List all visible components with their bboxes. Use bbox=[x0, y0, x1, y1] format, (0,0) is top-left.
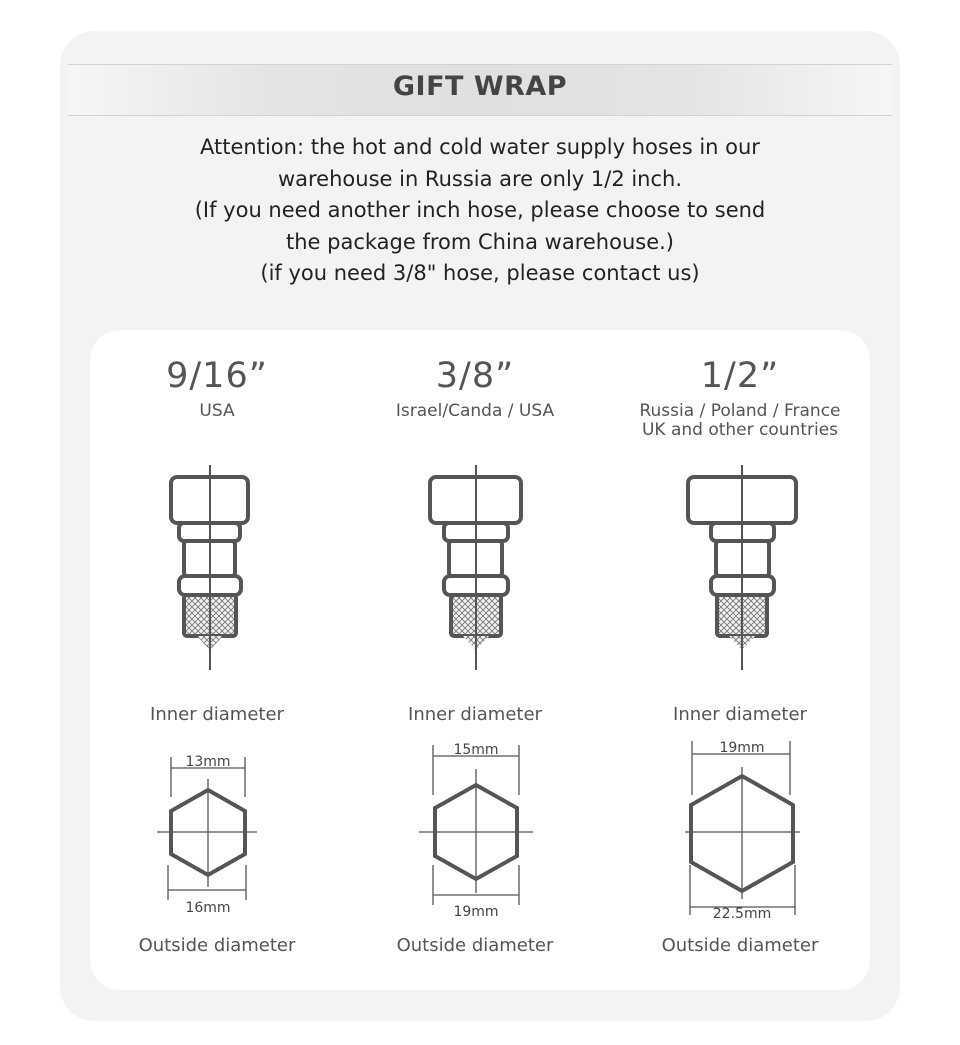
bottom-dimension-text: 19mm bbox=[453, 904, 499, 920]
inner-diameter-label: Inner diameter bbox=[150, 704, 284, 725]
region-label bbox=[345, 402, 605, 421]
region-line: Russia / Poland / France bbox=[639, 401, 841, 421]
size-column-9-16 bbox=[87, 330, 347, 990]
page-title: GIFT WRAP bbox=[392, 71, 568, 102]
outside-diameter-label: Outside diameter bbox=[396, 935, 554, 956]
region-line: Israel/Canda / USA bbox=[395, 401, 555, 421]
top-dimension-text: 15mm bbox=[453, 742, 499, 758]
bottom-dimension-text: 16mm bbox=[185, 900, 231, 916]
hexagon-diagram bbox=[345, 735, 605, 925]
size-label: 9/16” bbox=[166, 356, 268, 396]
region-line: USA bbox=[199, 401, 235, 421]
region-line: UK and other countries bbox=[641, 420, 839, 440]
hexagon-diagram bbox=[87, 735, 347, 925]
region-label bbox=[87, 402, 347, 421]
size-column-3-8 bbox=[345, 330, 605, 990]
hose-fitting-icon bbox=[87, 460, 347, 675]
hose-fitting-icon bbox=[610, 460, 870, 675]
inner-diameter-label: Inner diameter bbox=[408, 704, 542, 725]
hexagon-diagram bbox=[610, 735, 870, 925]
size-column-1-2 bbox=[610, 330, 870, 990]
top-dimension-text: 13mm bbox=[185, 754, 231, 770]
notice-line: (If you need another inch hose, please choose to send bbox=[194, 198, 766, 222]
outside-diameter-label: Outside diameter bbox=[138, 935, 296, 956]
bottom-dimension-text: 22.5mm bbox=[712, 906, 772, 922]
outside-diameter-label: Outside diameter bbox=[661, 935, 819, 956]
notice-line: Attention: the hot and cold water supply hoses in our bbox=[200, 135, 760, 159]
hose-fitting-icon bbox=[345, 460, 605, 675]
region-label bbox=[610, 402, 870, 440]
notice-line: the package from China warehouse.) bbox=[285, 229, 674, 254]
inner-diameter-label: Inner diameter bbox=[673, 704, 807, 725]
attention-notice bbox=[60, 132, 900, 290]
top-dimension-text: 19mm bbox=[719, 740, 765, 756]
size-label: 1/2” bbox=[700, 356, 780, 396]
size-label: 3/8” bbox=[435, 356, 515, 396]
notice-line: warehouse in Russia are only 1/2 inch. bbox=[277, 166, 683, 191]
notice-line: (if you need 3/8" hose, please contact us) bbox=[260, 261, 700, 285]
hose-size-panel bbox=[90, 330, 870, 990]
